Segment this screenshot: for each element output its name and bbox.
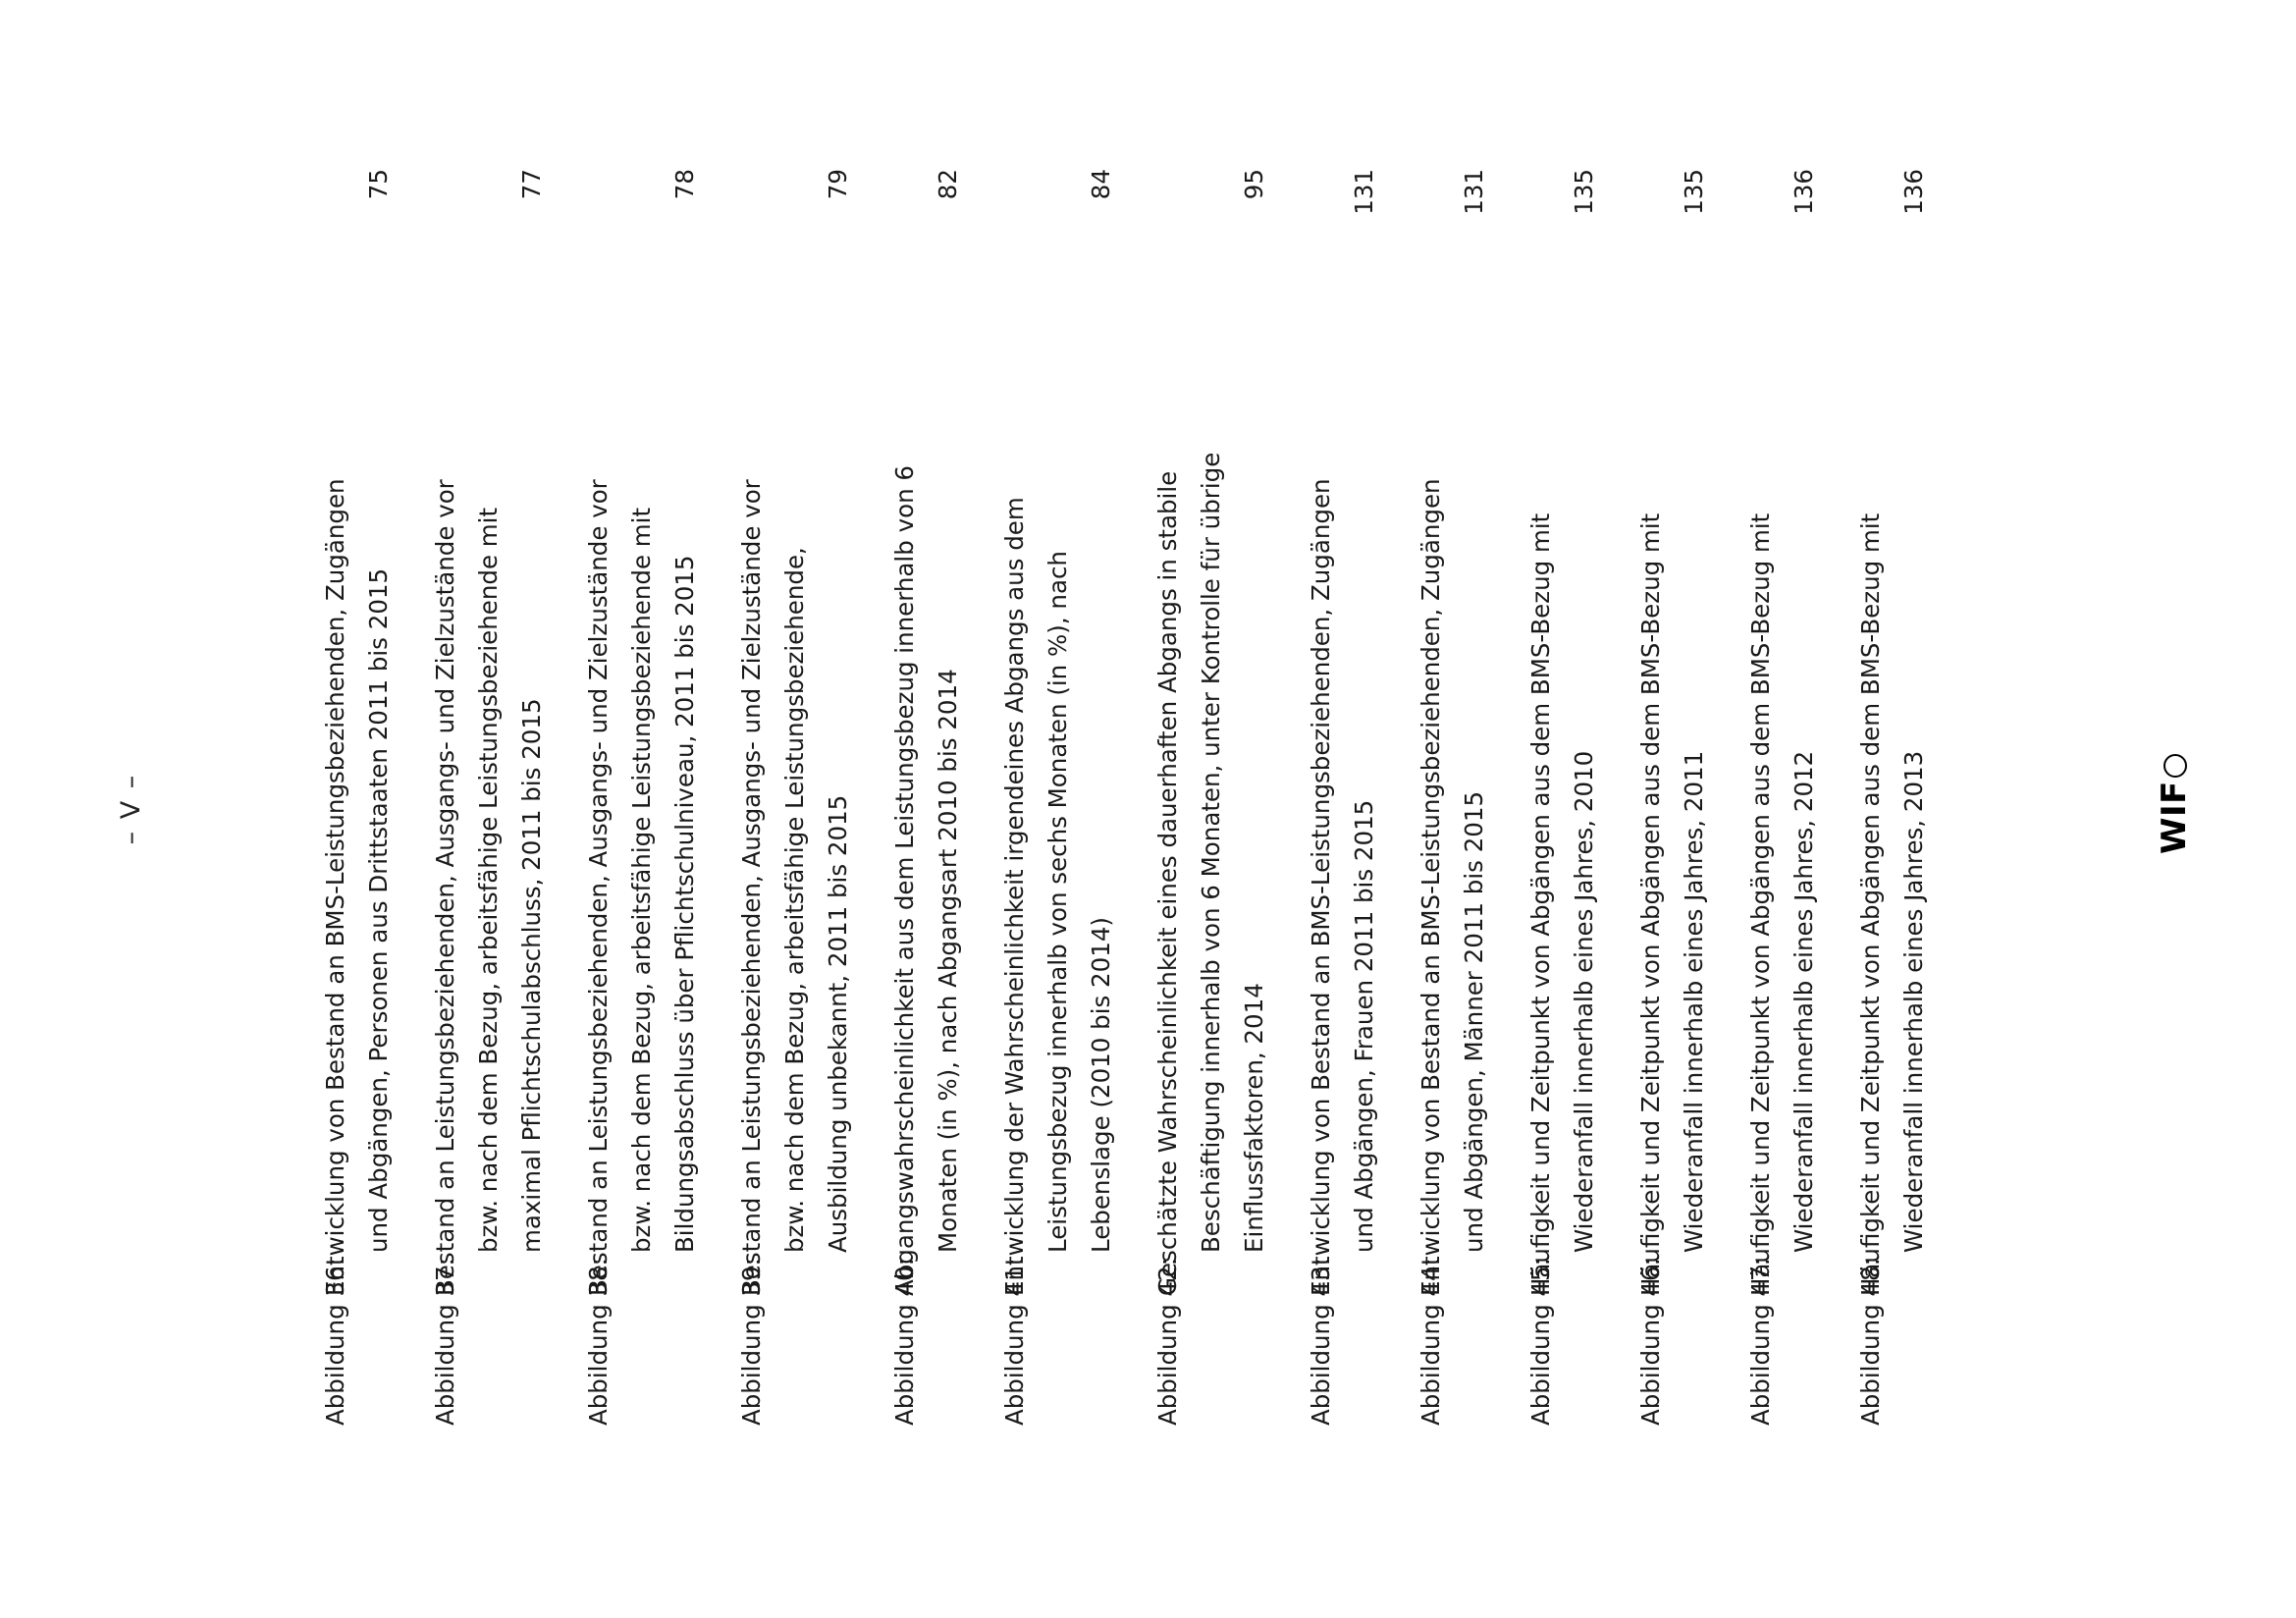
figure-page-number: 77	[517, 169, 546, 200]
figure-title	[730, 287, 860, 1296]
figure-label: Abbildung 42:	[1153, 1258, 1182, 1426]
figure-page-number: 135	[1680, 169, 1708, 215]
figure-page-number: 136	[1789, 169, 1818, 215]
figure-title-line: Geschätzte Wahrscheinlichkeit eines dauerhaften Abgangs in stabile	[1153, 470, 1182, 1296]
figure-title	[1629, 287, 1716, 1296]
figure-entry	[314, 169, 400, 1426]
figure-title-line: Bestand an Leistungsbeziehenden, Ausgangs- und Zielzustände vor	[737, 479, 766, 1296]
figure-title	[993, 287, 1123, 1296]
figure-label: Abbildung 38:	[584, 1258, 613, 1426]
figure-entry	[1300, 169, 1386, 1426]
figure-title-line: Wiederanfall innerhalb eines Jahres, 2010	[1570, 750, 1598, 1253]
figure-title-line: Entwicklung von Bestand an BMS-Leistungsbeziehenden, Zugängen	[1307, 478, 1335, 1296]
figure-page-number: 79	[824, 169, 852, 200]
figure-entry	[993, 169, 1123, 1426]
figure-title-line: Ausbildung unbekannt, 2011 bis 2015	[824, 794, 852, 1253]
figure-page-number: 75	[364, 169, 393, 200]
figure-title-line: Entwicklung von Bestand an BMS-Leistungsbeziehenden, Zugängen	[1416, 478, 1445, 1296]
figure-label: Abbildung 37:	[431, 1258, 459, 1426]
figure-title-line: Wiederanfall innerhalb eines Jahres, 2013	[1899, 750, 1928, 1253]
figure-entry	[1520, 169, 1606, 1426]
figure-title-line: Häufigkeit und Zeitpunkt von Abgängen aus dem BMS-Bezug mit	[1856, 512, 1885, 1296]
figure-label: Abbildung 45:	[1526, 1258, 1555, 1426]
figure-title-line: Beschäftigung innerhalb von 6 Monaten, unter Kontrolle für übrige	[1197, 452, 1225, 1253]
figure-title-line: bzw. nach dem Bezug, arbeitsfähige Leistungsbeziehende,	[780, 547, 809, 1253]
figure-title-line: Monaten (in %), nach Abgangsart 2010 bis 2014	[934, 669, 962, 1253]
logo-circle-icon	[2163, 754, 2187, 778]
figure-page-number: 136	[1899, 169, 1928, 215]
figure-title-line: Entwicklung von Bestand an BMS-Leistungsbeziehenden, Zugängen	[321, 478, 349, 1296]
figure-title-line: Einflussfaktoren, 2014	[1240, 983, 1268, 1253]
figure-title	[1410, 287, 1496, 1296]
figure-page-number: 82	[934, 169, 962, 200]
figure-list	[314, 169, 1959, 1426]
figure-title	[1520, 287, 1606, 1296]
figure-title	[1147, 287, 1276, 1296]
figure-entry	[577, 169, 707, 1426]
figure-label: Abbildung 41:	[1000, 1258, 1029, 1426]
figure-label: Abbildung 43:	[1307, 1258, 1335, 1426]
figure-title	[424, 287, 554, 1296]
figure-label: Abbildung 36:	[321, 1258, 349, 1426]
figure-page-number: 131	[1350, 169, 1378, 215]
figure-page-number: 78	[670, 169, 699, 200]
figure-title-line: Bestand an Leistungsbeziehenden, Ausgangs- und Zielzustände vor	[431, 479, 459, 1296]
logo-text: WIF	[2155, 781, 2194, 854]
figure-entry	[730, 169, 860, 1426]
figure-label: Abbildung 40:	[890, 1258, 919, 1426]
figure-label: Abbildung 48:	[1856, 1258, 1885, 1426]
figure-title-line: bzw. nach dem Bezug, arbeitsfähige Leistungsbeziehende mit	[627, 507, 656, 1253]
figure-entry	[1629, 169, 1716, 1426]
figure-label: Abbildung 47:	[1746, 1258, 1775, 1426]
figure-entry	[1849, 169, 1936, 1426]
figure-label: Abbildung 39:	[737, 1258, 766, 1426]
figure-title	[1300, 287, 1386, 1296]
figure-title-line: Wiederanfall innerhalb eines Jahres, 2011	[1680, 750, 1708, 1253]
figure-title	[883, 287, 970, 1296]
figure-label: Abbildung 44:	[1416, 1258, 1445, 1426]
figure-page-number: 135	[1570, 169, 1598, 215]
figure-page-number: 131	[1460, 169, 1488, 215]
figure-entry	[1410, 169, 1496, 1426]
figure-title-line: Bestand an Leistungsbeziehenden, Ausgangs- und Zielzustände vor	[584, 479, 613, 1296]
figure-title-line: Entwicklung der Wahrscheinlichkeit irgendeines Abgangs aus dem	[1000, 497, 1029, 1296]
figure-title-line: und Abgängen, Männer 2011 bis 2015	[1460, 790, 1488, 1253]
wifo-logo	[2155, 754, 2194, 854]
figure-title-line: maximal Pflichtschulabschluss, 2011 bis 2015	[517, 698, 546, 1253]
figure-entry	[883, 169, 970, 1426]
figure-title-line: Abgangswahrscheinlichkeit aus dem Leistungsbezug innerhalb von 6	[890, 465, 919, 1296]
figure-title-line: Häufigkeit und Zeitpunkt von Abgängen aus dem BMS-Bezug mit	[1636, 512, 1665, 1296]
figure-entry	[1739, 169, 1826, 1426]
page-number: – V –	[116, 773, 146, 845]
figure-label: Abbildung 46:	[1636, 1258, 1665, 1426]
figure-page-number: 84	[1087, 169, 1115, 200]
figure-title-line: und Abgängen, Frauen 2011 bis 2015	[1350, 799, 1378, 1253]
figure-title	[314, 287, 400, 1296]
figure-entry	[1147, 169, 1276, 1426]
figure-entry	[424, 169, 554, 1426]
figure-title-line: Häufigkeit und Zeitpunkt von Abgängen aus dem BMS-Bezug mit	[1746, 512, 1775, 1296]
figure-title	[1739, 287, 1826, 1296]
figure-title-line: Häufigkeit und Zeitpunkt von Abgängen aus dem BMS-Bezug mit	[1526, 512, 1555, 1296]
figure-title-line: bzw. nach dem Bezug, arbeitsfähige Leistungsbeziehende mit	[474, 507, 503, 1253]
figure-title	[1849, 287, 1936, 1296]
figure-title-line: und Abgängen, Personen aus Drittstaaten 2011 bis 2015	[364, 567, 393, 1253]
figure-page-number: 95	[1240, 169, 1268, 200]
figure-title-line: Wiederanfall innerhalb eines Jahres, 2012	[1789, 750, 1818, 1253]
figure-title-line: Lebenslage (2010 bis 2014)	[1087, 917, 1115, 1253]
figure-title-line: Bildungsabschluss über Pflichtschulniveau, 2011 bis 2015	[670, 555, 699, 1253]
figure-title	[577, 287, 707, 1296]
figure-title-line: Leistungsbezug innerhalb von sechs Monaten (in %), nach	[1043, 551, 1072, 1253]
